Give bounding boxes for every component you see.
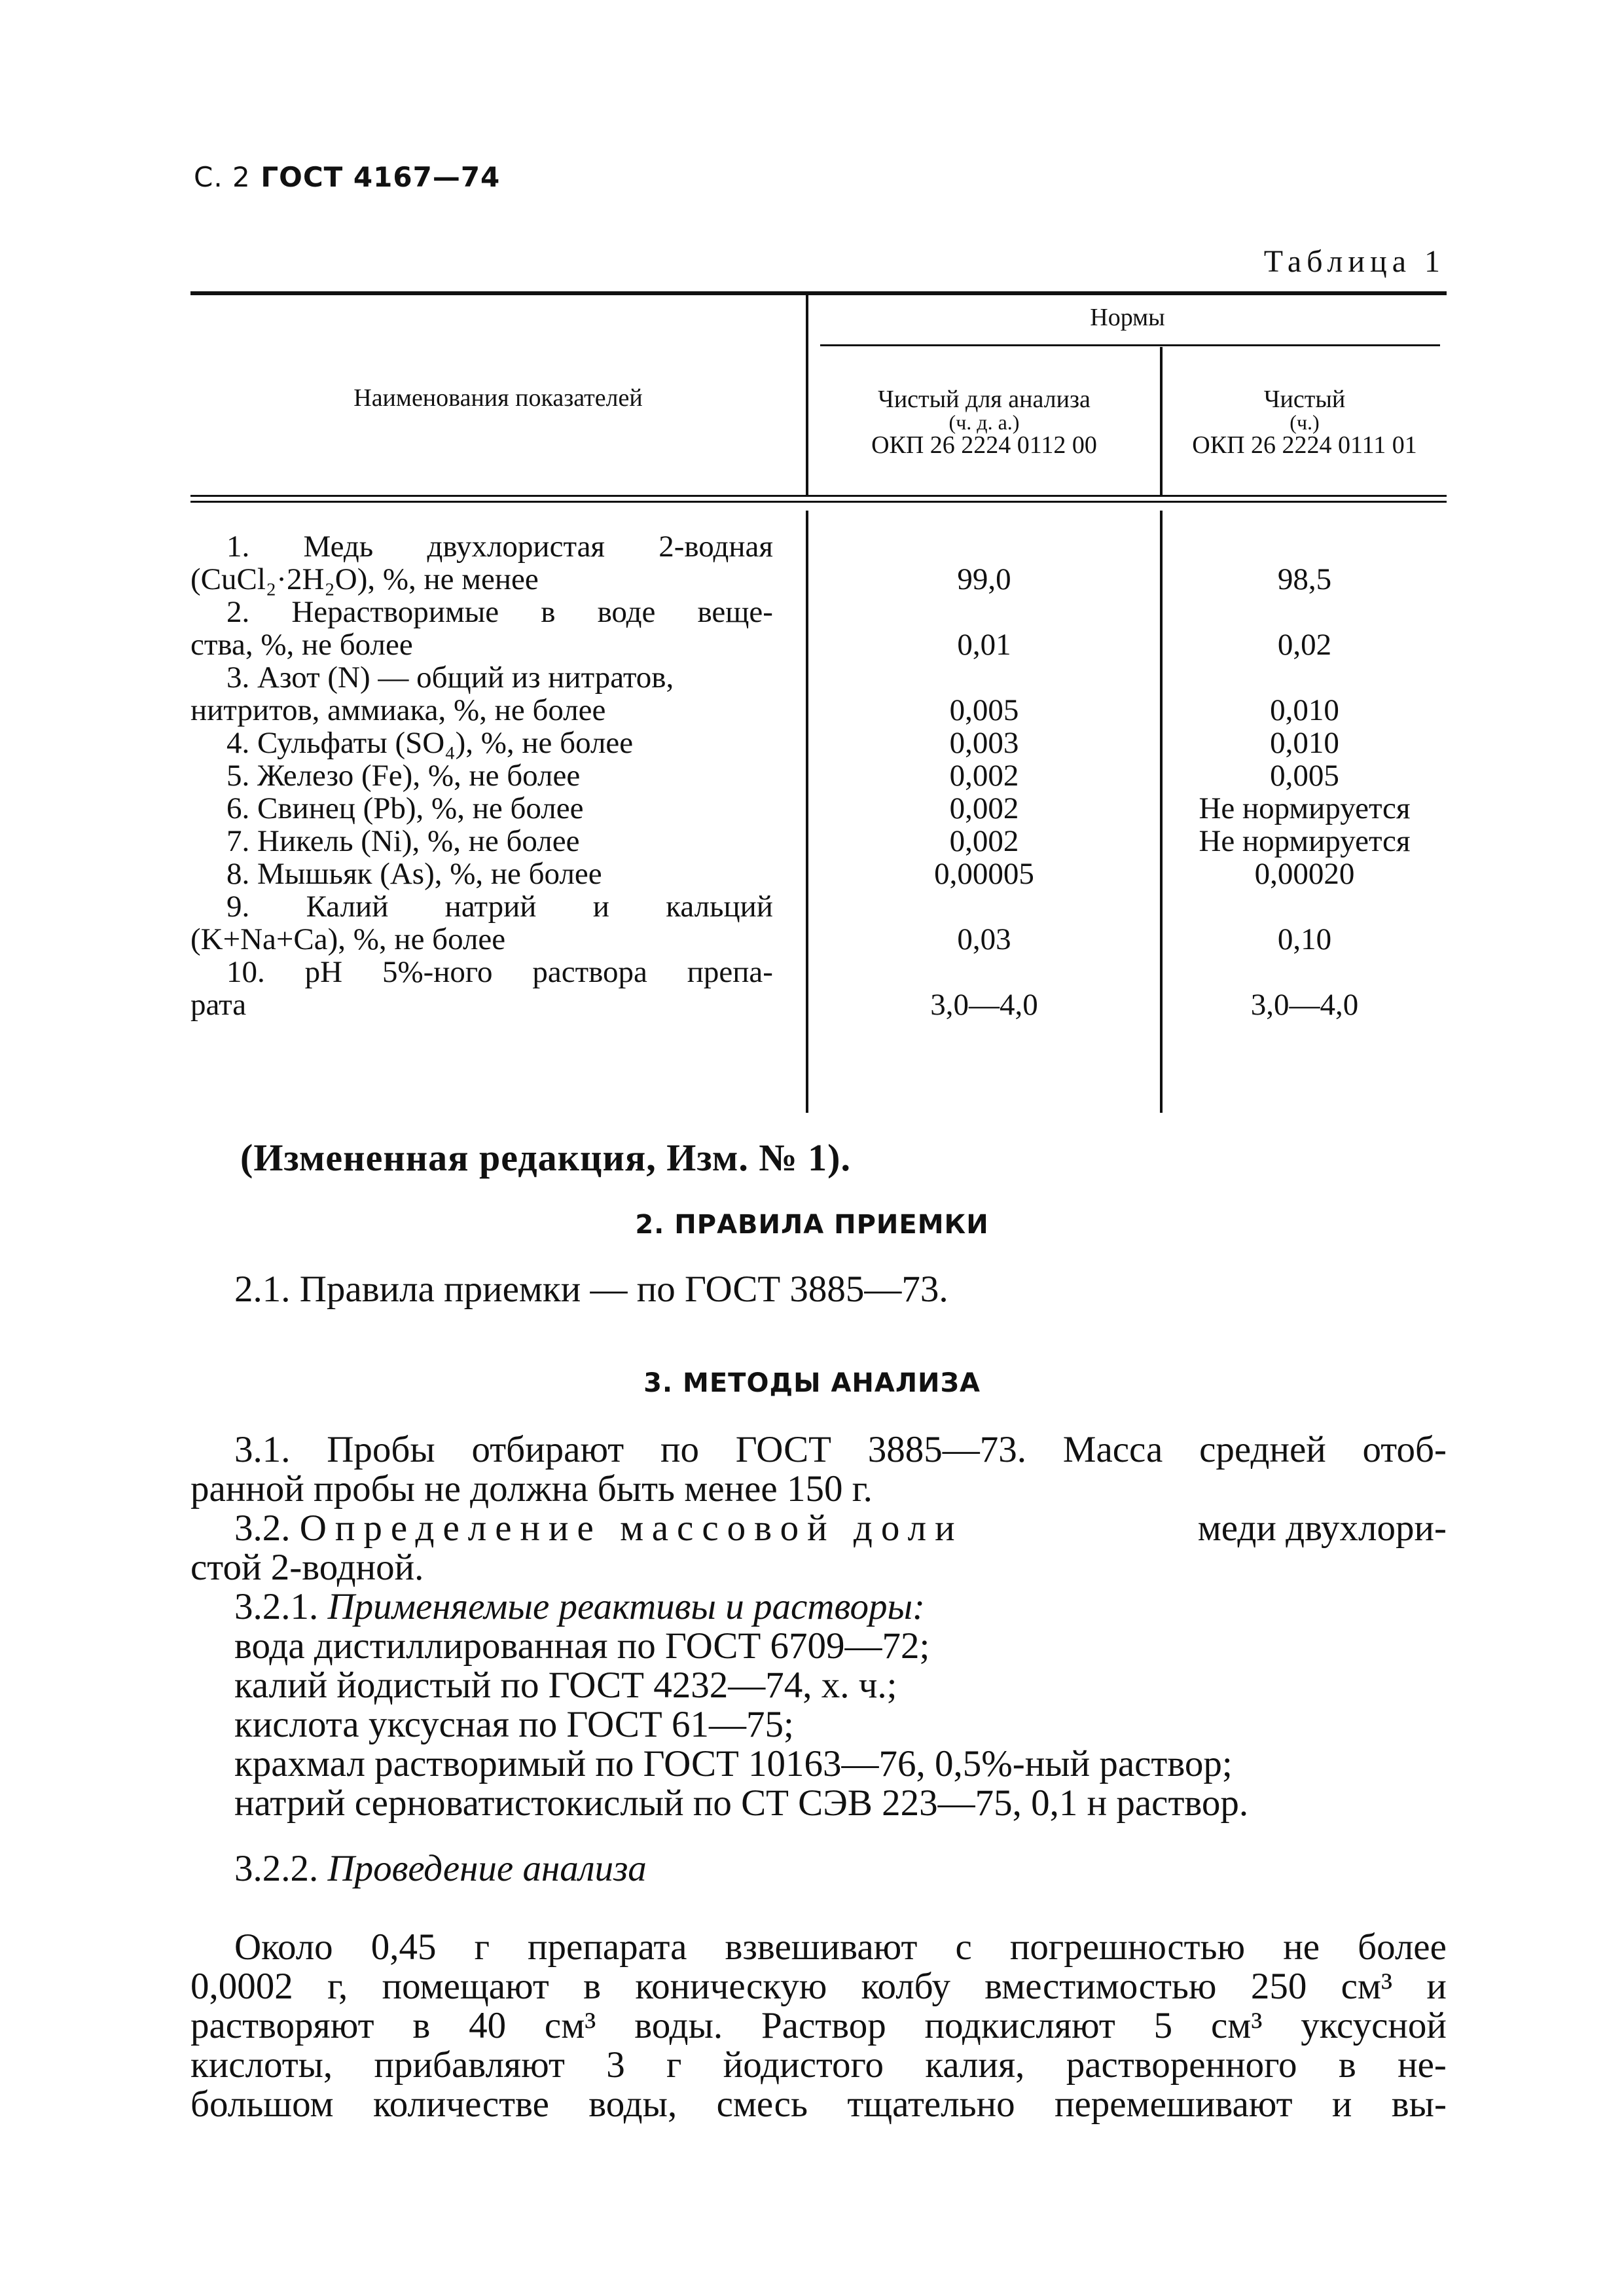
col-header-ch (1163, 386, 1447, 458)
row-value-ch: 0,02 (1277, 628, 1332, 662)
row-value-chda: 0,003 (949, 726, 1019, 760)
col1-okp: ОКП 26 2224 0112 00 (871, 431, 1097, 459)
reagent-line: вода дистиллированная по ГОСТ 6709—72; (234, 1625, 930, 1667)
row-value-chda: 3,0—4,0 (930, 988, 1038, 1022)
row-label (190, 661, 773, 727)
row-value-ch: 3,0—4,0 (1250, 988, 1359, 1022)
col-header-norms: Нормы (1090, 304, 1165, 331)
row-label-line: 1. Медь двухлористая 2-водная (226, 530, 773, 564)
reagent-line: кислота уксусная по ГОСТ 61—75; (234, 1704, 794, 1745)
row-value-chda: 0,03 (957, 922, 1011, 956)
row-label-line: (K+Na+Ca), %, не более (190, 922, 506, 956)
reagent-line: натрий серноватистокислый по СТ СЭВ 223—75, 0,1 н раствор. (234, 1782, 1249, 1824)
row-label (190, 530, 773, 596)
col1-abbr: (ч. д. а.) (948, 410, 1020, 434)
row-label (190, 825, 773, 858)
analysis-paragraph (190, 1928, 1447, 2124)
text-line: растворяют в 40 см³ воды. Раствор подкисляют 5 см³ уксусной (190, 2005, 1447, 2046)
row-value-ch: Не нормируется (1199, 824, 1411, 858)
row-value-chda: 0,002 (949, 824, 1019, 858)
header-bottom-rule (190, 495, 1447, 497)
specs-table (190, 291, 1447, 1113)
row-value-chda: 0,01 (957, 628, 1011, 662)
paragraph-3-2 (190, 1509, 1447, 1587)
row-label (190, 956, 773, 1021)
heading-rest: меди двухлори- (1197, 1508, 1447, 1549)
col-header-chda (808, 386, 1160, 458)
row-label-line: рата (190, 988, 247, 1022)
row-value-ch: 98,5 (1277, 562, 1332, 596)
row-value-chda: 0,002 (949, 791, 1019, 825)
row-value-ch: 0,010 (1270, 726, 1339, 760)
page-header (194, 161, 500, 193)
row-value-chda: 0,005 (949, 693, 1019, 727)
paragraph-2-1 (190, 1270, 1447, 1309)
page-number: С. 2 (194, 161, 251, 193)
row-value-chda: 0,002 (949, 759, 1019, 793)
row-label-line: 3. Азот (N) — общий из нитратов, (226, 660, 674, 695)
row-value-ch: 0,010 (1270, 693, 1339, 727)
header-bottom-rule-2 (190, 501, 1447, 503)
clause-number: 3.2.2. (234, 1848, 319, 1889)
row-value-ch: 0,005 (1270, 759, 1339, 793)
row-label-line: 4. Сульфаты (SO₄), %, не более (226, 726, 634, 760)
col1-title: Чистый для анализа (878, 386, 1091, 413)
row-label-line: 2. Нерастворимые в воде веще- (226, 595, 773, 629)
reagent-line: крахмал растворимый по ГОСТ 10163—76, 0,5%-ный раствор; (234, 1743, 1233, 1784)
spaced-heading: Определение массовой доли (299, 1508, 964, 1549)
row-value-chda: 0,00005 (934, 857, 1034, 891)
text-line: кислоты, прибавляют 3 г йодистого калия, растворенного в не- (190, 2044, 1447, 2086)
text-line: стой 2-водной. (190, 1547, 424, 1588)
row-label-line: 9. Калий натрий и кальций (226, 890, 773, 924)
row-value-ch: Не нормируется (1199, 791, 1411, 825)
text-line (190, 1849, 1447, 1888)
row-label (190, 759, 773, 792)
norms-rule (820, 344, 1440, 346)
text-line: ранной пробы не должна быть менее 150 г. (190, 1468, 873, 1509)
row-label-line: 8. Мышьяк (As), %, не более (226, 857, 602, 891)
reagent-line: калий йодистый по ГОСТ 4232—74, х. ч.; (234, 1665, 897, 1706)
col2-okp: ОКП 26 2224 0111 01 (1192, 431, 1417, 459)
paragraph-3-2-1 (190, 1587, 1447, 1823)
row-value-ch: 0,00020 (1254, 857, 1355, 891)
text-line (190, 1509, 1447, 1548)
paragraph-3-2-2 (190, 1849, 1447, 1888)
col2-abbr: (ч.) (1290, 410, 1320, 434)
section-3-title: 3. МЕТОДЫ АНАЛИЗА (643, 1368, 981, 1398)
clause-number: 3.2.1. (234, 1586, 319, 1627)
paragraph-3-1 (190, 1430, 1447, 1509)
row-label (190, 596, 773, 661)
clause-number: 3.2. (234, 1508, 291, 1549)
text-line: 0,0002 г, помещают в коническую колбу вместимостью 250 см³ и (190, 1966, 1447, 2007)
col-header-name: Наименования показателей (353, 384, 643, 412)
standard-number: ГОСТ 4167—74 (261, 161, 501, 193)
table-top-rule (190, 291, 1447, 295)
text-line: Около 0,45 г препарата взвешивают с погрешностью не более (234, 1926, 1447, 1968)
revision-note: (Измененная редакция, Изм. № 1). (240, 1136, 851, 1179)
clause-title: Применяемые реактивы и растворы: (327, 1586, 926, 1627)
row-label (190, 792, 773, 825)
row-label-line: нитритов, аммиака, %, не более (190, 693, 606, 727)
text-line: 3.1. Пробы отбирают по ГОСТ 3885—73. Масса средней отоб- (234, 1429, 1447, 1470)
row-label (190, 858, 773, 890)
row-value-ch: 0,10 (1277, 922, 1332, 956)
row-label-line: 7. Никель (Ni), %, не более (226, 824, 580, 858)
row-label-line: 10. pH 5%-ного раствора препа- (226, 955, 773, 989)
table-caption: Таблица 1 (1263, 244, 1445, 279)
row-value-chda: 99,0 (957, 562, 1011, 596)
row-label-line: 5. Железо (Fe), %, не более (226, 759, 581, 793)
row-label (190, 890, 773, 956)
clause-title: Проведение анализа (327, 1848, 647, 1889)
text-line: 2.1. Правила приемки — по ГОСТ 3885—73. (234, 1269, 948, 1310)
text-line: большом количестве воды, смесь тщательно перемешивают и вы- (190, 2084, 1447, 2125)
row-label-line: 6. Свинец (Pb), %, не более (226, 791, 584, 825)
text-line (190, 1587, 1447, 1627)
row-label (190, 727, 773, 759)
row-label-line: ства, %, не более (190, 628, 413, 662)
row-label-line: (CuCl₂·2H₂O), %, не менее (190, 562, 539, 596)
col2-title: Чистый (1263, 386, 1346, 413)
section-2-title: 2. ПРАВИЛА ПРИЕМКИ (635, 1210, 989, 1240)
